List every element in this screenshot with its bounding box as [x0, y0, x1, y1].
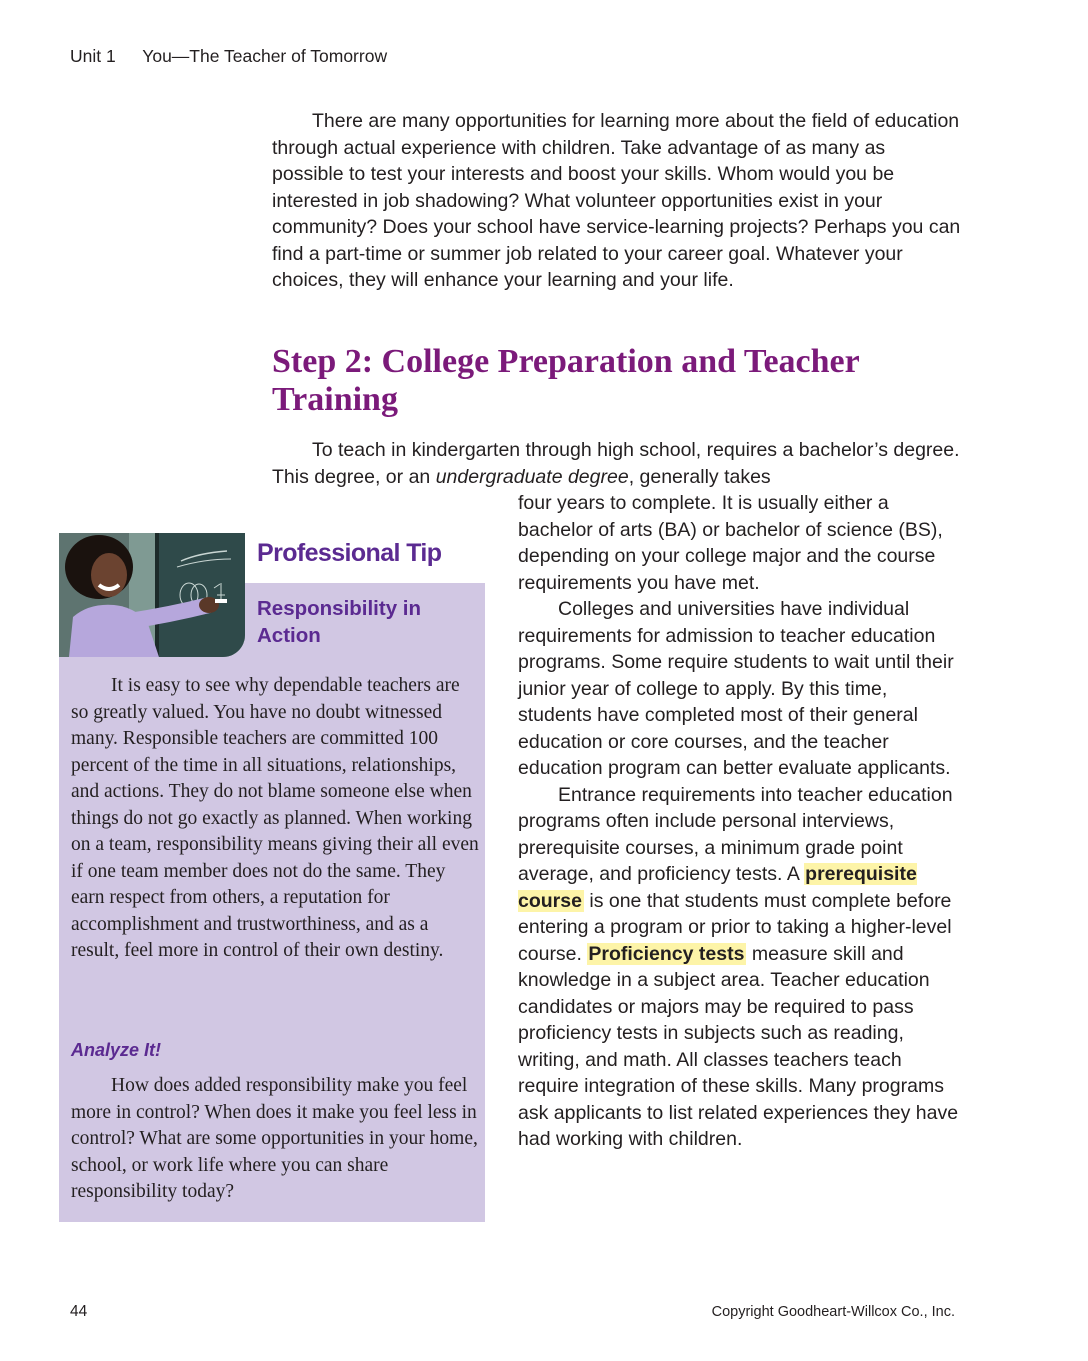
unit-label: Unit 1: [70, 46, 116, 66]
teacher-chalkboard-image-icon: [59, 533, 245, 657]
tip-subtitle: Responsibility in Action: [257, 597, 422, 647]
p1-start: To teach in kindergarten through high school, requires a bachelor’s degree. This degree, or an: [272, 439, 960, 488]
professional-tip-box: [59, 533, 485, 1222]
page-number: 44: [70, 1303, 88, 1320]
teacher-photo: [59, 533, 245, 657]
key-term-proficiency-tests: Proficiency tests: [588, 942, 745, 965]
p1-end: , generally takes: [628, 465, 771, 488]
section-paragraph-1-continued: four years to complete. It is usually either a bachelor of arts (BA) or bachelor of science (BS), depending on your college major and the course requirements you have met.: [518, 492, 943, 594]
tip-title: Professional Tip: [257, 539, 442, 567]
section-paragraph-2: Colleges and universities have individual requirements for admission to teacher education programs. Some require students to wait until their junior year of college to apply. By this time, students have completed most of their general education or core courses, and the teacher education program can better evaluate applicants.: [518, 598, 954, 779]
section-paragraph-3: [518, 782, 963, 1153]
chapter-title: You—The Teacher of Tomorrow: [142, 46, 388, 66]
p3-mid: is one that students must complete before entering a program or prior to taking a higher-level course.: [518, 889, 952, 965]
p3-start: Entrance requirements into teacher education programs often include personal interviews, prerequisite courses, a minimum grade point average, and proficiency tests. A: [518, 783, 953, 885]
p3-end: measure skill and knowledge in a subject area. Teacher education candidates or majors may be required to pass proficiency tests in subjects such as reading, writing, and math. All classes teachers teach require integration of these skills. Many programs ask applicants to list related experiences they have had working with children.: [518, 942, 959, 1150]
term-undergraduate-degree: undergraduate degree: [435, 465, 629, 488]
right-column: [518, 490, 963, 1153]
section-paragraph-1: [272, 437, 962, 490]
tip-body: It is easy to see why dependable teachers are so greatly valued. You have no doubt witnessed many. Responsible teachers are committed 100 percent of the time in all situations, relationships, and actions. They do not blame someone else when things do not go exactly as planned. When working on a team, responsibility means giving their all even if one team member does not do the same. They earn respect from others, a reputation for accomplishment and trustworthiness, and as a result, feel more in control of their own destiny.: [71, 675, 479, 961]
intro-paragraph: There are many opportunities for learning more about the field of education through actual experience with children. Take advantage of as many as possible to test your interests and boost your skills. Whom would you be interested in job shadowing? What volunteer opportunities exist in your community? Does your school have service-learning projects? Perhaps you can find a part-time or summer job related to your career goal. Whatever your choices, they will enhance your learning and your life.: [272, 110, 961, 291]
copyright-notice: Copyright Goodheart-Willcox Co., Inc.: [711, 1304, 955, 1320]
section-heading: Step 2: College Preparation and Teacher Training: [272, 343, 860, 418]
key-term-prerequisite-course: prerequisite course: [518, 863, 917, 912]
analyze-it-body: How does added responsibility make you feel more in control? When does it make you feel less in control? What are some opportunities in your home, school, or work life where you can share responsibility today?: [71, 1075, 478, 1202]
running-head: [70, 46, 387, 67]
analyze-it-label: Analyze It!: [71, 1040, 162, 1060]
